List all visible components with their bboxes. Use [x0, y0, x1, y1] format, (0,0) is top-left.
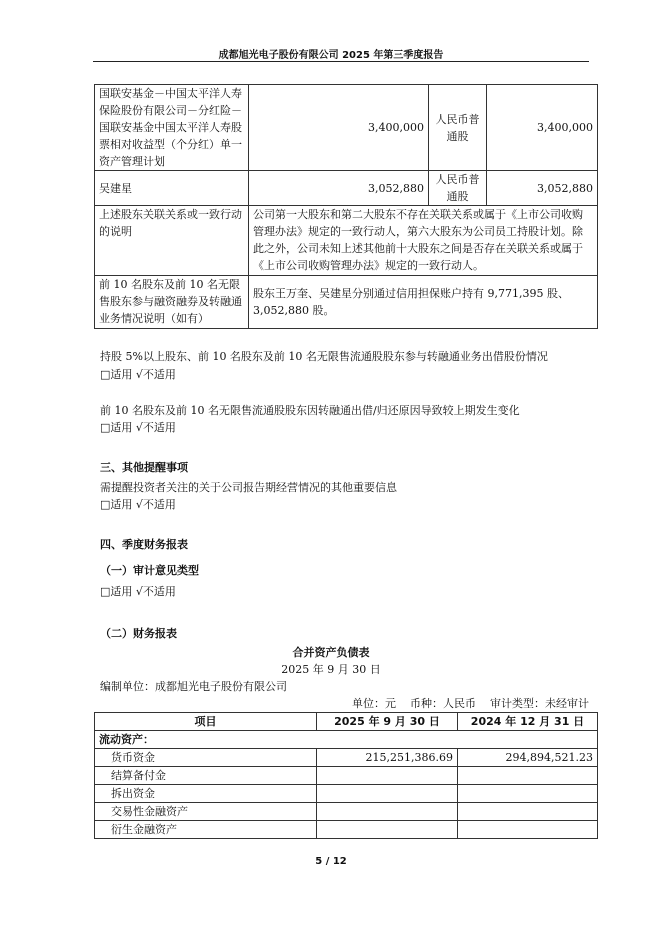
column-header: 2025 年 9 月 30 日 — [317, 713, 458, 731]
relation-text: 公司第一大股东和第二大股东不存在关联关系或属于《上市公司收购管理办法》规定的一致行动人，第六大股东为公司员工持股计划。除此之外，公司未知上述其他前十大股东之间是否存在关联关系或属于《上市公司收购管理办法》规定的一致行动人。 — [249, 206, 598, 276]
table-row — [95, 85, 598, 171]
shareholders-table — [94, 84, 598, 329]
section-3-text: 需提醒投资者关注的关于公司报告期经营情况的其他重要信息 — [100, 481, 397, 494]
margin-text: 股东王万奎、吴建星分别通过信用担保账户持有 9,771,395 股、3,052,880 股。 — [249, 276, 598, 329]
shareholder-name: 国联安基金－中国太平洋人寿保险股份有限公司－分红险－国联安基金中国太平洋人寿股票相对收益型（个分红）单一资产管理计划 — [95, 85, 249, 171]
section-4-2-heading: （二）财务报表 — [100, 627, 177, 640]
table-row — [95, 206, 598, 276]
item-label: 结算备付金 — [95, 767, 317, 785]
value-prior — [458, 803, 598, 821]
section-3-heading: 三、其他提醒事项 — [100, 461, 188, 474]
item-label: 衍生金融资产 — [95, 821, 317, 839]
section-3-option: □适用 √不适用 — [100, 498, 176, 511]
section-4-1-option: □适用 √不适用 — [100, 585, 176, 598]
shareholder-name: 吴建星 — [95, 171, 249, 206]
units-info: 单位：元 币种：人民币 审计类型：未经审计 — [352, 697, 589, 710]
section-label: 流动资产： — [95, 731, 598, 749]
share-type: 人民币普通股 — [429, 85, 487, 171]
balance-sheet-title: 合并资产负债表 — [292, 646, 370, 659]
value-prior — [458, 767, 598, 785]
shares-held: 3,052,880 — [249, 171, 429, 206]
section-4-1-heading: （一）审计意见类型 — [100, 564, 199, 577]
value-prior — [458, 821, 598, 839]
page-number: 5 / 12 — [315, 856, 347, 867]
column-header: 2024 年 12 月 31 日 — [458, 713, 598, 731]
lending-option: □适用 √不适用 — [100, 368, 176, 381]
table-row — [95, 785, 598, 803]
shares-quantity: 3,052,880 — [487, 171, 598, 206]
column-header: 项目 — [95, 713, 317, 731]
value-prior: 294,894,521.23 — [458, 749, 598, 767]
section-4-heading: 四、季度财务报表 — [100, 538, 188, 551]
value-current — [317, 803, 458, 821]
value-prior — [458, 785, 598, 803]
compiler-unit: 编制单位：成都旭光电子股份有限公司 — [100, 680, 287, 693]
table-row — [95, 767, 598, 785]
table-header-row — [95, 713, 598, 731]
lending-title: 持股 5%以上股东、前 10 名股东及前 10 名无限售流通股股东参与转融通业务出借股份情况 — [100, 350, 548, 363]
value-current — [317, 767, 458, 785]
table-row — [95, 749, 598, 767]
share-type: 人民币普通股 — [429, 171, 487, 206]
item-label: 货币资金 — [95, 749, 317, 767]
change-title: 前 10 名股东及前 10 名无限售流通股股东因转融通出借/归还原因导致较上期发生变化 — [100, 404, 520, 417]
balance-sheet-table — [94, 712, 598, 839]
table-row — [95, 171, 598, 206]
table-row — [95, 803, 598, 821]
value-current — [317, 785, 458, 803]
report-header: 成都旭光电子股份有限公司 2025 年第三季度报告 — [218, 50, 444, 61]
item-label: 交易性金融资产 — [95, 803, 317, 821]
table-row — [95, 821, 598, 839]
relation-label: 上述股东关联关系或一致行动的说明 — [95, 206, 249, 276]
margin-label: 前 10 名股东及前 10 名无限售股东参与融资融券及转融通业务情况说明（如有） — [95, 276, 249, 329]
shares-held: 3,400,000 — [249, 85, 429, 171]
value-current: 215,251,386.69 — [317, 749, 458, 767]
change-option: □适用 √不适用 — [100, 421, 176, 434]
table-row — [95, 731, 598, 749]
table-row — [95, 276, 598, 329]
value-current — [317, 821, 458, 839]
balance-sheet-date: 2025 年 9 月 30 日 — [281, 663, 381, 676]
item-label: 拆出资金 — [95, 785, 317, 803]
shares-quantity: 3,400,000 — [487, 85, 598, 171]
header-divider — [93, 61, 589, 62]
